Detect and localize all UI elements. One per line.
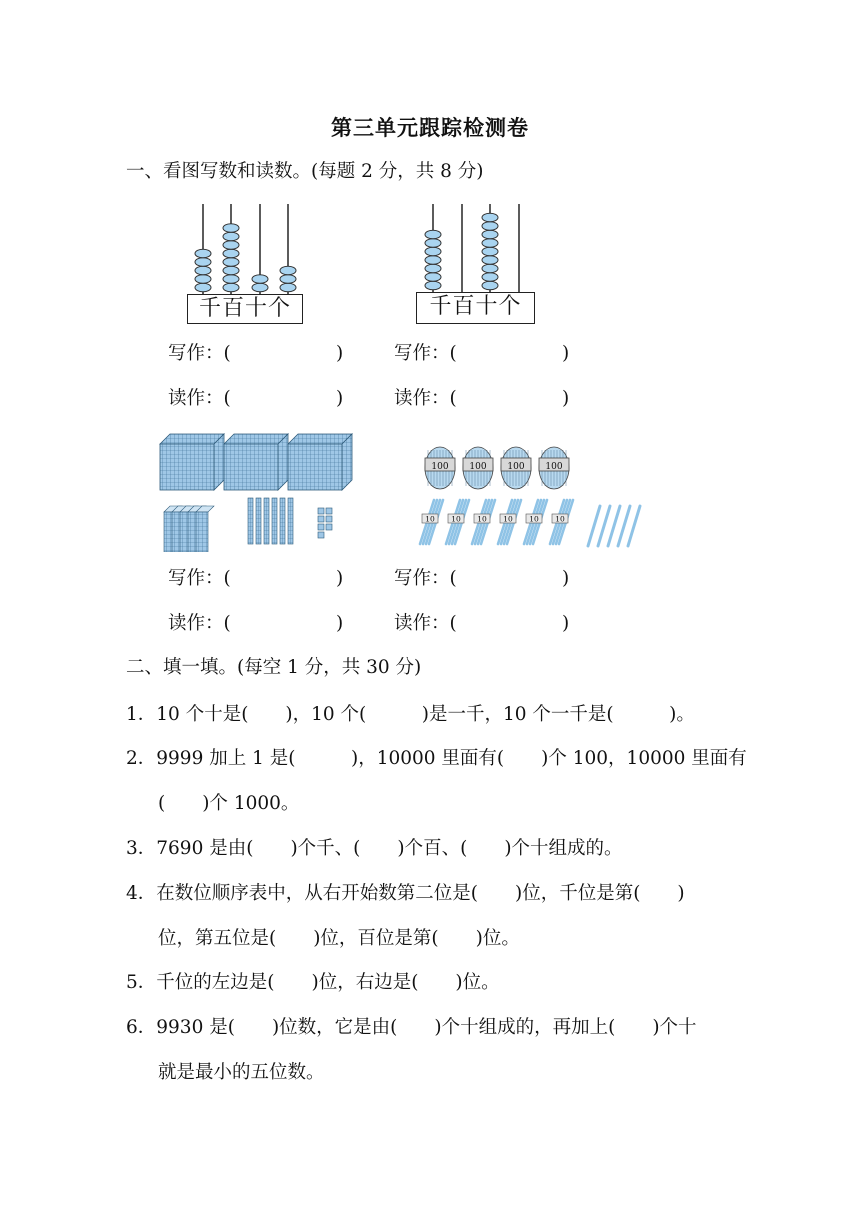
write-label-2: 写作：( <box>394 343 457 364</box>
bundle-label: 100 <box>469 462 487 472</box>
abacus-bead <box>482 230 498 239</box>
single-stick <box>618 506 630 546</box>
read-label-2: 读作：( <box>394 388 457 409</box>
thousand-cube <box>224 434 288 490</box>
abacus-bead <box>482 239 498 248</box>
abacus-bead <box>482 222 498 231</box>
abacus-bead <box>223 266 239 275</box>
one-cube <box>326 508 332 514</box>
hundred-bundle <box>539 447 569 489</box>
section1-heading: 一、看图写数和读数。(每题 2 分，共 8 分) <box>126 161 484 182</box>
abacus-bead <box>482 256 498 265</box>
abacus-bead <box>425 247 441 256</box>
question-1: 1．10 个十是( )，10 个( )是一千，10 个一千是( )。 <box>126 704 695 725</box>
one-cube <box>326 524 332 530</box>
read-label-1: 读作：( <box>168 388 231 409</box>
thousand-cube <box>160 434 224 490</box>
one-cube <box>326 516 332 522</box>
close-paren: ) <box>336 388 344 409</box>
abacus-bead <box>195 283 211 292</box>
abacus-bead <box>425 239 441 248</box>
abacus-bead <box>195 258 211 267</box>
abacus-bead <box>280 283 296 292</box>
abacus-bead <box>223 258 239 267</box>
section2-heading: 二、填一填。(每空 1 分，共 30 分) <box>126 657 422 678</box>
hundred-flat <box>196 506 214 552</box>
close-paren: ) <box>562 388 570 409</box>
abacus-bead <box>280 266 296 275</box>
abacus-bead <box>195 249 211 258</box>
abacus-bead <box>195 266 211 275</box>
abacus-2-rods <box>406 204 546 296</box>
bundle-label: 10 <box>555 514 565 524</box>
abacus-bead <box>482 264 498 273</box>
close-paren: ) <box>336 613 344 634</box>
question-4-line-1: 4．在数位顺序表中，从右开始数第二位是( )位，千位是第( ) <box>126 883 685 904</box>
abacus-1 <box>182 204 312 321</box>
abacus-1-rods <box>182 204 312 296</box>
hundred-bundle <box>425 447 455 489</box>
abacus-bead <box>482 273 498 282</box>
one-cube <box>318 508 324 514</box>
write-label-4: 写作：( <box>394 568 457 589</box>
hundred-bundle <box>463 447 493 489</box>
single-stick <box>588 506 600 546</box>
base-ten-blocks <box>158 430 358 552</box>
bundle-label: 100 <box>545 462 563 472</box>
bundle-label: 10 <box>425 514 435 524</box>
single-stick <box>628 506 640 546</box>
abacus-bead <box>425 264 441 273</box>
abacus-bead <box>223 275 239 284</box>
one-cube <box>318 524 324 530</box>
abacus-bead <box>425 281 441 290</box>
close-paren: ) <box>562 343 570 364</box>
ten-rod <box>288 498 293 544</box>
bundle-label: 10 <box>477 514 487 524</box>
question-2-line-2: ( )个 1000。 <box>158 793 300 814</box>
read-label-4: 读作：( <box>394 613 457 634</box>
question-4-line-2: 位，第五位是( )位，百位是第( )位。 <box>158 928 520 949</box>
close-paren: ) <box>562 568 570 589</box>
page-title: 第三单元跟踪检测卷 <box>331 116 529 140</box>
ten-bundle <box>420 500 443 544</box>
ten-bundle <box>524 500 547 544</box>
abacus-bead <box>482 281 498 290</box>
abacus-bead <box>252 283 268 292</box>
bundle-label: 10 <box>451 514 461 524</box>
ten-rod <box>248 498 253 544</box>
abacus-bead <box>425 273 441 282</box>
question-3: 3．7690 是由( )个千、( )个百、( )个十组成的。 <box>126 838 623 859</box>
abacus-bead <box>482 247 498 256</box>
abacus-bead <box>482 213 498 222</box>
abacus-bead <box>223 224 239 233</box>
abacus-2 <box>406 204 546 319</box>
single-stick <box>598 506 610 546</box>
hundred-bundle <box>501 447 531 489</box>
close-paren: ) <box>562 613 570 634</box>
bundle-label: 10 <box>529 514 539 524</box>
abacus-bead <box>280 275 296 284</box>
bundle-label: 100 <box>507 462 525 472</box>
stick-bundles <box>410 442 655 552</box>
bundle-label: 100 <box>431 462 449 472</box>
single-stick <box>608 506 620 546</box>
ten-rod <box>256 498 261 544</box>
abacus-bead <box>223 241 239 250</box>
ten-bundle <box>446 500 469 544</box>
write-label-3: 写作：( <box>168 568 231 589</box>
abacus-bead <box>223 232 239 241</box>
ten-rod <box>264 498 269 544</box>
ten-bundle <box>472 500 495 544</box>
read-label-3: 读作：( <box>168 613 231 634</box>
question-6-line-1: 6．9930 是( )位数，它是由( )个十组成的，再加上( )个十 <box>126 1017 697 1038</box>
abacus-bead <box>425 230 441 239</box>
base-ten-blocks-picture <box>158 430 358 552</box>
ten-bundle <box>550 500 573 544</box>
abacus-1-place-labels: 千百十个 <box>187 294 303 324</box>
one-cube <box>318 532 324 538</box>
write-label-1: 写作：( <box>168 343 231 364</box>
question-2-line-1: 2．9999 加上 1 是( )，10000 里面有( )个 100，10000 里面有 <box>126 748 747 769</box>
bundles-picture <box>410 442 655 552</box>
abacus-bead <box>252 275 268 284</box>
close-paren: ) <box>336 568 344 589</box>
abacus-bead <box>223 249 239 258</box>
question-5: 5．千位的左边是( )位，右边是( )位。 <box>126 972 500 993</box>
ten-rod <box>272 498 277 544</box>
abacus-bead <box>195 275 211 284</box>
abacus-2-place-labels: 千百十个 <box>416 292 535 324</box>
thousand-cube <box>288 434 352 490</box>
one-cube <box>318 516 324 522</box>
ten-rod <box>280 498 285 544</box>
ten-bundle <box>498 500 521 544</box>
abacus-bead <box>425 256 441 265</box>
bundle-label: 10 <box>503 514 513 524</box>
question-6-line-2: 就是最小的五位数。 <box>158 1062 325 1083</box>
abacus-bead <box>223 283 239 292</box>
close-paren: ) <box>336 343 344 364</box>
